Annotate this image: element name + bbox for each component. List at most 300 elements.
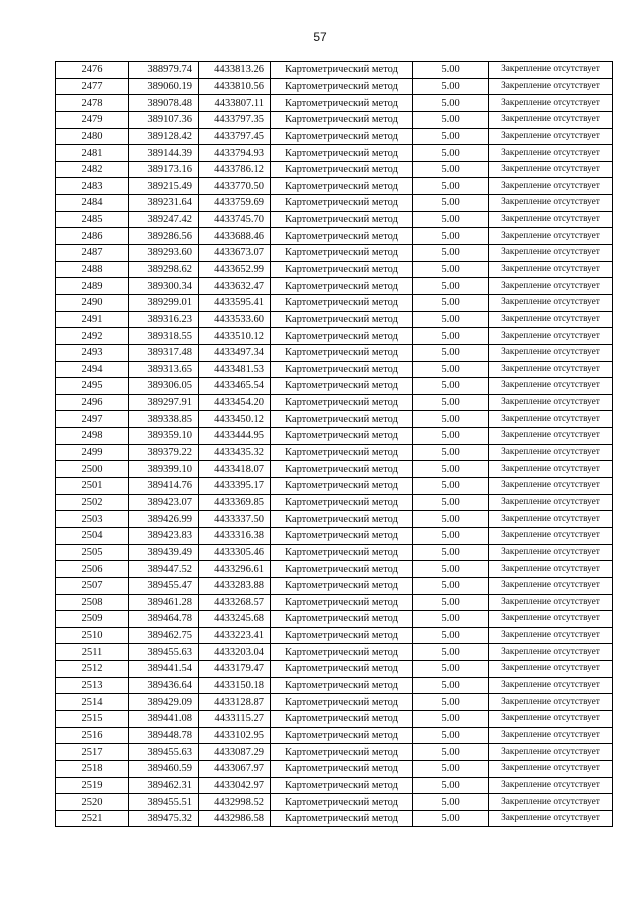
table-row (56, 411, 613, 428)
method-cell: Картометрический метод (271, 261, 413, 278)
y-coordinate-cell: 4433067.97 (199, 760, 271, 777)
y-coordinate-cell: 4433283.88 (199, 577, 271, 594)
fixing-cell: Закрепление отсутствует (489, 511, 613, 528)
table-row (56, 644, 613, 661)
fixing-cell: Закрепление отсутствует (489, 694, 613, 711)
y-coordinate-cell: 4433087.29 (199, 744, 271, 761)
fixing-cell: Закрепление отсутствует (489, 777, 613, 794)
table-row (56, 294, 613, 311)
x-coordinate-cell: 389423.83 (129, 527, 199, 544)
y-coordinate-cell: 4433759.69 (199, 195, 271, 212)
accuracy-cell: 5.00 (413, 311, 489, 328)
method-cell: Картометрический метод (271, 211, 413, 228)
table-row (56, 278, 613, 295)
table-row (56, 561, 613, 578)
method-cell: Картометрический метод (271, 311, 413, 328)
x-coordinate-cell: 389338.85 (129, 411, 199, 428)
table-row (56, 810, 613, 827)
fixing-cell: Закрепление отсутствует (489, 727, 613, 744)
table-row (56, 694, 613, 711)
table-row (56, 394, 613, 411)
point-number-cell: 2487 (56, 245, 129, 262)
table-row (56, 527, 613, 544)
method-cell: Картометрический метод (271, 677, 413, 694)
y-coordinate-cell: 4433150.18 (199, 677, 271, 694)
table-row (56, 311, 613, 328)
point-number-cell: 2481 (56, 145, 129, 162)
table-row (56, 478, 613, 495)
accuracy-cell: 5.00 (413, 444, 489, 461)
fixing-cell: Закрепление отсутствует (489, 195, 613, 212)
x-coordinate-cell: 389286.56 (129, 228, 199, 245)
method-cell: Картометрический метод (271, 111, 413, 128)
method-cell: Картометрический метод (271, 228, 413, 245)
point-number-cell: 2497 (56, 411, 129, 428)
accuracy-cell: 5.00 (413, 544, 489, 561)
point-number-cell: 2511 (56, 644, 129, 661)
accuracy-cell: 5.00 (413, 328, 489, 345)
y-coordinate-cell: 4433128.87 (199, 694, 271, 711)
table-row (56, 577, 613, 594)
table-row (56, 328, 613, 345)
point-number-cell: 2485 (56, 211, 129, 228)
point-number-cell: 2509 (56, 611, 129, 628)
x-coordinate-cell: 389455.47 (129, 577, 199, 594)
x-coordinate-cell: 389306.05 (129, 378, 199, 395)
y-coordinate-cell: 4433337.50 (199, 511, 271, 528)
fixing-cell: Закрепление отсутствует (489, 710, 613, 727)
point-number-cell: 2510 (56, 627, 129, 644)
method-cell: Картометрический метод (271, 594, 413, 611)
x-coordinate-cell: 389399.10 (129, 461, 199, 478)
accuracy-cell: 5.00 (413, 710, 489, 727)
method-cell: Картометрический метод (271, 611, 413, 628)
fixing-cell: Закрепление отсутствует (489, 294, 613, 311)
fixing-cell: Закрепление отсутствует (489, 644, 613, 661)
fixing-cell: Закрепление отсутствует (489, 62, 613, 79)
y-coordinate-cell: 4433042.97 (199, 777, 271, 794)
y-coordinate-cell: 4433450.12 (199, 411, 271, 428)
y-coordinate-cell: 4433794.93 (199, 145, 271, 162)
x-coordinate-cell: 389060.19 (129, 78, 199, 95)
accuracy-cell: 5.00 (413, 111, 489, 128)
accuracy-cell: 5.00 (413, 344, 489, 361)
accuracy-cell: 5.00 (413, 245, 489, 262)
fixing-cell: Закрепление отсутствует (489, 494, 613, 511)
y-coordinate-cell: 4433807.11 (199, 95, 271, 112)
fixing-cell: Закрепление отсутствует (489, 527, 613, 544)
x-coordinate-cell: 389436.64 (129, 677, 199, 694)
x-coordinate-cell: 389359.10 (129, 428, 199, 445)
point-number-cell: 2479 (56, 111, 129, 128)
y-coordinate-cell: 4433268.57 (199, 594, 271, 611)
table-row (56, 677, 613, 694)
point-number-cell: 2512 (56, 661, 129, 678)
table-row (56, 494, 613, 511)
y-coordinate-cell: 4433179.47 (199, 661, 271, 678)
page-number: 57 (313, 30, 327, 44)
x-coordinate-cell: 389426.99 (129, 511, 199, 528)
table-row (56, 794, 613, 811)
point-number-cell: 2476 (56, 62, 129, 79)
method-cell: Картометрический метод (271, 627, 413, 644)
table-row (56, 594, 613, 611)
accuracy-cell: 5.00 (413, 411, 489, 428)
method-cell: Картометрический метод (271, 394, 413, 411)
x-coordinate-cell: 389318.55 (129, 328, 199, 345)
method-cell: Картометрический метод (271, 428, 413, 445)
table-row (56, 444, 613, 461)
table-row (56, 710, 613, 727)
accuracy-cell: 5.00 (413, 78, 489, 95)
fixing-cell: Закрепление отсутствует (489, 411, 613, 428)
table-row (56, 727, 613, 744)
method-cell: Картометрический метод (271, 128, 413, 145)
point-number-cell: 2503 (56, 511, 129, 528)
method-cell: Картометрический метод (271, 78, 413, 95)
table-row (56, 228, 613, 245)
fixing-cell: Закрепление отсутствует (489, 661, 613, 678)
x-coordinate-cell: 389464.78 (129, 611, 199, 628)
x-coordinate-cell: 389300.34 (129, 278, 199, 295)
y-coordinate-cell: 4432986.58 (199, 810, 271, 827)
fixing-cell: Закрепление отсутствует (489, 760, 613, 777)
point-number-cell: 2514 (56, 694, 129, 711)
fixing-cell: Закрепление отсутствует (489, 577, 613, 594)
x-coordinate-cell: 389447.52 (129, 561, 199, 578)
accuracy-cell: 5.00 (413, 261, 489, 278)
table-row (56, 777, 613, 794)
x-coordinate-cell: 389293.60 (129, 245, 199, 262)
method-cell: Картометрический метод (271, 145, 413, 162)
y-coordinate-cell: 4433595.41 (199, 294, 271, 311)
y-coordinate-cell: 4433316.38 (199, 527, 271, 544)
x-coordinate-cell: 389455.63 (129, 644, 199, 661)
fixing-cell: Закрепление отсутствует (489, 361, 613, 378)
fixing-cell: Закрепление отсутствует (489, 461, 613, 478)
method-cell: Картометрический метод (271, 760, 413, 777)
table-row (56, 62, 613, 79)
y-coordinate-cell: 4433435.32 (199, 444, 271, 461)
table-row (56, 211, 613, 228)
point-number-cell: 2520 (56, 794, 129, 811)
y-coordinate-cell: 4433688.46 (199, 228, 271, 245)
accuracy-cell: 5.00 (413, 577, 489, 594)
method-cell: Картометрический метод (271, 328, 413, 345)
point-number-cell: 2493 (56, 344, 129, 361)
y-coordinate-cell: 4433770.50 (199, 178, 271, 195)
table-row (56, 145, 613, 162)
y-coordinate-cell: 4433786.12 (199, 161, 271, 178)
accuracy-cell: 5.00 (413, 644, 489, 661)
point-number-cell: 2515 (56, 710, 129, 727)
accuracy-cell: 5.00 (413, 760, 489, 777)
point-number-cell: 2486 (56, 228, 129, 245)
y-coordinate-cell: 4433810.56 (199, 78, 271, 95)
fixing-cell: Закрепление отсутствует (489, 245, 613, 262)
point-number-cell: 2478 (56, 95, 129, 112)
y-coordinate-cell: 4433444.95 (199, 428, 271, 445)
accuracy-cell: 5.00 (413, 394, 489, 411)
x-coordinate-cell: 389107.36 (129, 111, 199, 128)
fixing-cell: Закрепление отсутствует (489, 611, 613, 628)
accuracy-cell: 5.00 (413, 211, 489, 228)
y-coordinate-cell: 4433510.12 (199, 328, 271, 345)
point-number-cell: 2516 (56, 727, 129, 744)
fixing-cell: Закрепление отсутствует (489, 211, 613, 228)
method-cell: Картометрический метод (271, 478, 413, 495)
x-coordinate-cell: 389316.23 (129, 311, 199, 328)
fixing-cell: Закрепление отсутствует (489, 744, 613, 761)
fixing-cell: Закрепление отсутствует (489, 378, 613, 395)
point-number-cell: 2519 (56, 777, 129, 794)
y-coordinate-cell: 4433652.99 (199, 261, 271, 278)
accuracy-cell: 5.00 (413, 511, 489, 528)
method-cell: Картометрический метод (271, 661, 413, 678)
y-coordinate-cell: 4433673.07 (199, 245, 271, 262)
accuracy-cell: 5.00 (413, 378, 489, 395)
method-cell: Картометрический метод (271, 694, 413, 711)
fixing-cell: Закрепление отсутствует (489, 111, 613, 128)
method-cell: Картометрический метод (271, 644, 413, 661)
table-row (56, 760, 613, 777)
fixing-cell: Закрепление отсутствует (489, 810, 613, 827)
table-row (56, 178, 613, 195)
accuracy-cell: 5.00 (413, 527, 489, 544)
x-coordinate-cell: 389128.42 (129, 128, 199, 145)
x-coordinate-cell: 389460.59 (129, 760, 199, 777)
point-number-cell: 2499 (56, 444, 129, 461)
y-coordinate-cell: 4433369.85 (199, 494, 271, 511)
method-cell: Картометрический метод (271, 777, 413, 794)
fixing-cell: Закрепление отсутствует (489, 311, 613, 328)
table-row (56, 111, 613, 128)
method-cell: Картометрический метод (271, 794, 413, 811)
method-cell: Картометрический метод (271, 95, 413, 112)
y-coordinate-cell: 4433481.53 (199, 361, 271, 378)
point-number-cell: 2513 (56, 677, 129, 694)
point-number-cell: 2500 (56, 461, 129, 478)
x-coordinate-cell: 389462.75 (129, 627, 199, 644)
method-cell: Картометрический метод (271, 195, 413, 212)
y-coordinate-cell: 4433797.35 (199, 111, 271, 128)
accuracy-cell: 5.00 (413, 694, 489, 711)
point-number-cell: 2518 (56, 760, 129, 777)
method-cell: Картометрический метод (271, 444, 413, 461)
point-number-cell: 2505 (56, 544, 129, 561)
table-row (56, 128, 613, 145)
y-coordinate-cell: 4433745.70 (199, 211, 271, 228)
x-coordinate-cell: 388979.74 (129, 62, 199, 79)
accuracy-cell: 5.00 (413, 195, 489, 212)
point-number-cell: 2483 (56, 178, 129, 195)
x-coordinate-cell: 389441.54 (129, 661, 199, 678)
accuracy-cell: 5.00 (413, 744, 489, 761)
table-row (56, 544, 613, 561)
fixing-cell: Закрепление отсутствует (489, 561, 613, 578)
fixing-cell: Закрепление отсутствует (489, 344, 613, 361)
accuracy-cell: 5.00 (413, 178, 489, 195)
table-row (56, 261, 613, 278)
table-row (56, 245, 613, 262)
x-coordinate-cell: 389455.63 (129, 744, 199, 761)
x-coordinate-cell: 389439.49 (129, 544, 199, 561)
y-coordinate-cell: 4433418.07 (199, 461, 271, 478)
accuracy-cell: 5.00 (413, 428, 489, 445)
accuracy-cell: 5.00 (413, 361, 489, 378)
x-coordinate-cell: 389423.07 (129, 494, 199, 511)
accuracy-cell: 5.00 (413, 594, 489, 611)
y-coordinate-cell: 4433102.95 (199, 727, 271, 744)
table-row (56, 344, 613, 361)
accuracy-cell: 5.00 (413, 627, 489, 644)
x-coordinate-cell: 389215.49 (129, 178, 199, 195)
coordinates-table-body (56, 62, 613, 827)
point-number-cell: 2521 (56, 810, 129, 827)
method-cell: Картометрический метод (271, 511, 413, 528)
point-number-cell: 2502 (56, 494, 129, 511)
point-number-cell: 2484 (56, 195, 129, 212)
x-coordinate-cell: 389455.51 (129, 794, 199, 811)
x-coordinate-cell: 389313.65 (129, 361, 199, 378)
table-row (56, 195, 613, 212)
method-cell: Картометрический метод (271, 378, 413, 395)
fixing-cell: Закрепление отсутствует (489, 128, 613, 145)
accuracy-cell: 5.00 (413, 294, 489, 311)
point-number-cell: 2482 (56, 161, 129, 178)
x-coordinate-cell: 389462.31 (129, 777, 199, 794)
x-coordinate-cell: 389299.01 (129, 294, 199, 311)
method-cell: Картометрический метод (271, 62, 413, 79)
fixing-cell: Закрепление отсутствует (489, 328, 613, 345)
x-coordinate-cell: 389144.39 (129, 145, 199, 162)
point-number-cell: 2480 (56, 128, 129, 145)
y-coordinate-cell: 4433296.61 (199, 561, 271, 578)
y-coordinate-cell: 4433797.45 (199, 128, 271, 145)
fixing-cell: Закрепление отсутствует (489, 161, 613, 178)
accuracy-cell: 5.00 (413, 62, 489, 79)
x-coordinate-cell: 389231.64 (129, 195, 199, 212)
table-row (56, 511, 613, 528)
accuracy-cell: 5.00 (413, 461, 489, 478)
table-row (56, 361, 613, 378)
x-coordinate-cell: 389298.62 (129, 261, 199, 278)
x-coordinate-cell: 389461.28 (129, 594, 199, 611)
method-cell: Картометрический метод (271, 710, 413, 727)
x-coordinate-cell: 389414.76 (129, 478, 199, 495)
table-row (56, 161, 613, 178)
method-cell: Картометрический метод (271, 344, 413, 361)
method-cell: Картометрический метод (271, 727, 413, 744)
fixing-cell: Закрепление отсутствует (489, 145, 613, 162)
method-cell: Картометрический метод (271, 278, 413, 295)
fixing-cell: Закрепление отсутствует (489, 794, 613, 811)
fixing-cell: Закрепление отсутствует (489, 627, 613, 644)
table-row (56, 627, 613, 644)
accuracy-cell: 5.00 (413, 677, 489, 694)
method-cell: Картометрический метод (271, 461, 413, 478)
y-coordinate-cell: 4432998.52 (199, 794, 271, 811)
coordinates-table (55, 61, 613, 827)
fixing-cell: Закрепление отсутствует (489, 677, 613, 694)
accuracy-cell: 5.00 (413, 494, 489, 511)
method-cell: Картометрический метод (271, 577, 413, 594)
fixing-cell: Закрепление отсутствует (489, 394, 613, 411)
point-number-cell: 2488 (56, 261, 129, 278)
accuracy-cell: 5.00 (413, 95, 489, 112)
x-coordinate-cell: 389429.09 (129, 694, 199, 711)
point-number-cell: 2494 (56, 361, 129, 378)
fixing-cell: Закрепление отсутствует (489, 178, 613, 195)
method-cell: Картометрический метод (271, 294, 413, 311)
method-cell: Картометрический метод (271, 527, 413, 544)
y-coordinate-cell: 4433465.54 (199, 378, 271, 395)
table-row (56, 661, 613, 678)
table-row (56, 744, 613, 761)
fixing-cell: Закрепление отсутствует (489, 544, 613, 561)
y-coordinate-cell: 4433203.04 (199, 644, 271, 661)
point-number-cell: 2506 (56, 561, 129, 578)
point-number-cell: 2490 (56, 294, 129, 311)
point-number-cell: 2507 (56, 577, 129, 594)
y-coordinate-cell: 4433305.46 (199, 544, 271, 561)
point-number-cell: 2477 (56, 78, 129, 95)
x-coordinate-cell: 389475.32 (129, 810, 199, 827)
fixing-cell: Закрепление отсутствует (489, 95, 613, 112)
y-coordinate-cell: 4433533.60 (199, 311, 271, 328)
point-number-cell: 2492 (56, 328, 129, 345)
method-cell: Картометрический метод (271, 544, 413, 561)
method-cell: Картометрический метод (271, 411, 413, 428)
accuracy-cell: 5.00 (413, 478, 489, 495)
x-coordinate-cell: 389247.42 (129, 211, 199, 228)
accuracy-cell: 5.00 (413, 128, 489, 145)
method-cell: Картометрический метод (271, 245, 413, 262)
accuracy-cell: 5.00 (413, 161, 489, 178)
method-cell: Картометрический метод (271, 178, 413, 195)
accuracy-cell: 5.00 (413, 727, 489, 744)
accuracy-cell: 5.00 (413, 278, 489, 295)
fixing-cell: Закрепление отсутствует (489, 428, 613, 445)
y-coordinate-cell: 4433223.41 (199, 627, 271, 644)
x-coordinate-cell: 389441.08 (129, 710, 199, 727)
fixing-cell: Закрепление отсутствует (489, 594, 613, 611)
point-number-cell: 2498 (56, 428, 129, 445)
method-cell: Картометрический метод (271, 161, 413, 178)
accuracy-cell: 5.00 (413, 228, 489, 245)
x-coordinate-cell: 389448.78 (129, 727, 199, 744)
method-cell: Картометрический метод (271, 494, 413, 511)
accuracy-cell: 5.00 (413, 810, 489, 827)
point-number-cell: 2517 (56, 744, 129, 761)
fixing-cell: Закрепление отсутствует (489, 444, 613, 461)
table-row (56, 461, 613, 478)
fixing-cell: Закрепление отсутствует (489, 228, 613, 245)
fixing-cell: Закрепление отсутствует (489, 278, 613, 295)
method-cell: Картометрический метод (271, 810, 413, 827)
x-coordinate-cell: 389297.91 (129, 394, 199, 411)
y-coordinate-cell: 4433395.17 (199, 478, 271, 495)
fixing-cell: Закрепление отсутствует (489, 261, 613, 278)
x-coordinate-cell: 389379.22 (129, 444, 199, 461)
point-number-cell: 2504 (56, 527, 129, 544)
point-number-cell: 2491 (56, 311, 129, 328)
point-number-cell: 2496 (56, 394, 129, 411)
table-row (56, 428, 613, 445)
point-number-cell: 2489 (56, 278, 129, 295)
y-coordinate-cell: 4433632.47 (199, 278, 271, 295)
accuracy-cell: 5.00 (413, 661, 489, 678)
